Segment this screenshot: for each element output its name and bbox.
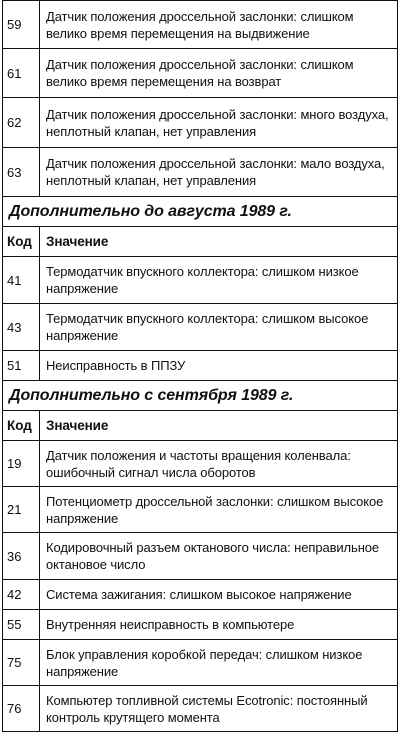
section-title: Дополнительно до августа 1989 г. <box>2 197 398 227</box>
code-cell: 51 <box>3 351 40 380</box>
table-row <box>2 98 398 148</box>
table-row <box>2 686 398 732</box>
table-row <box>2 148 398 197</box>
code-cell: 41 <box>3 257 40 303</box>
value-cell: Компьютер топливной системы Ecotronic: постоянный контроль крутящего момента <box>46 692 368 725</box>
value-cell: Система зажигания: слишком высокое напряжение <box>46 587 352 602</box>
value-cell: Датчик положения дроссельной заслонки: мало воздуха, неплотный клапан, нет управления <box>46 156 385 188</box>
code-cell: 76 <box>3 686 40 731</box>
code-table <box>2 0 398 732</box>
table-row <box>2 304 398 351</box>
value-cell: Датчик положения дроссельной заслонки: слишком велико время перемещения на выдвижение <box>46 8 354 41</box>
table-row <box>2 441 398 487</box>
value-header: Значение <box>46 418 109 433</box>
table-row <box>2 640 398 686</box>
code-cell: 61 <box>3 49 40 97</box>
value-cell: Датчик положения дроссельной заслонки: слишком велико время перемещения на возврат <box>46 57 354 89</box>
code-cell: 59 <box>3 1 40 48</box>
code-cell: 55 <box>3 610 40 639</box>
code-cell: 36 <box>3 533 40 579</box>
code-cell: 43 <box>3 304 40 350</box>
value-cell: Термодатчик впускного коллектора: слишком высокое напряжение <box>46 311 369 343</box>
code-cell: 42 <box>3 580 40 609</box>
code-cell: 62 <box>3 98 40 147</box>
value-cell: Термодатчик впускного коллектора: слишком низкое напряжение <box>46 264 359 296</box>
value-cell: Блок управления коробкой передач: слишком низкое напряжение <box>46 646 363 679</box>
value-cell: Датчик положения дроссельной заслонки: много воздуха, неплотный клапан, нет управления <box>46 106 389 139</box>
code-header: Код <box>3 227 40 256</box>
code-cell: 63 <box>3 148 40 196</box>
value-header: Значение <box>46 234 109 249</box>
table-row <box>2 351 398 381</box>
code-header: Код <box>3 411 40 440</box>
value-cell: Потенциометр дроссельной заслонки: слишком высокое напряжение <box>46 493 384 526</box>
table-row <box>2 487 398 533</box>
table-row <box>2 533 398 580</box>
value-cell: Кодировочный разъем октанового числа: неправильное октановое число <box>46 540 380 572</box>
code-cell: 75 <box>3 640 40 685</box>
table-row <box>2 0 398 49</box>
table-row <box>2 580 398 610</box>
table-row <box>2 257 398 304</box>
table-row <box>2 49 398 98</box>
section-title: Дополнительно с сентября 1989 г. <box>2 381 398 411</box>
value-cell: Датчик положения и частоты вращения коленвала: ошибочный сигнал числа оборотов <box>46 447 351 480</box>
value-cell: Внутренняя неисправность в компьютере <box>46 617 295 632</box>
value-cell: Неисправность в ППЗУ <box>46 358 186 373</box>
code-cell: 19 <box>3 441 40 486</box>
table-header-row <box>2 411 398 441</box>
code-cell: 21 <box>3 487 40 532</box>
table-row <box>2 610 398 640</box>
table-header-row <box>2 227 398 257</box>
